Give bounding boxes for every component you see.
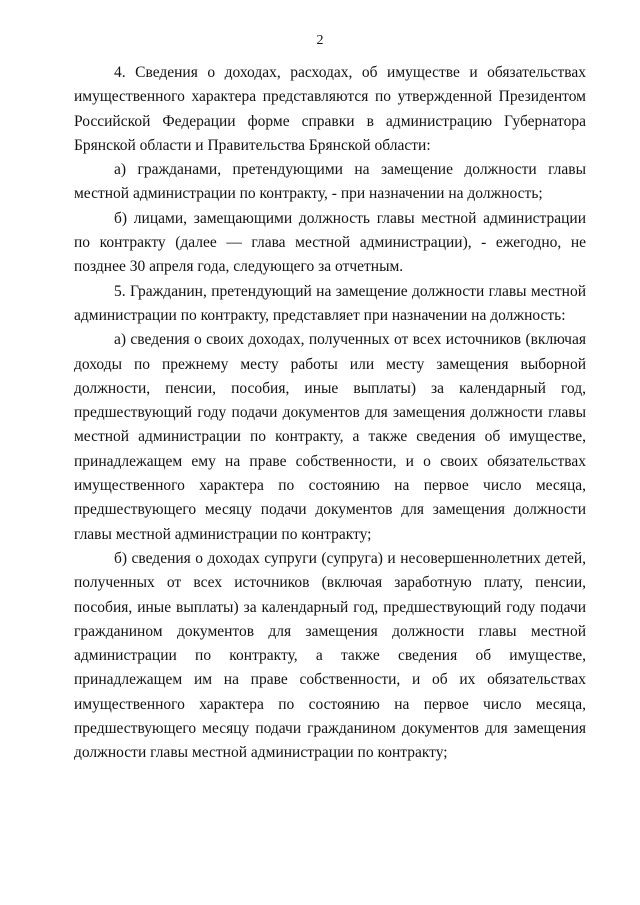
document-body [74,61,586,766]
page-number: 2 [316,33,324,48]
paragraph-4a: а) гражданами, претендующими на замещение должности главы местной администрации по контракту, - при назначении на должность; [74,161,586,203]
paragraph-5: 5. Гражданин, претендующий на замещение должности главы местной администрации по контракту, представляет при назначении на должность: [74,282,586,324]
paragraph-5a: а) сведения о своих доходах, полученных от всех источников (включая доходы по прежнему месту работы или месту замещения выборной должности, пенсии, пособия, иные выплаты) за календарный год, предшествующий году подачи документов для замещения должности главы местной администрации по контракту, а также сведения об имуществе, принадлежащем ему на праве собственности, и о своих обязательствах имущественного характера по состоянию на первое число месяца, предшествующего месяцу подачи документов для замещения должности главы местной администрации по контракту; [74,331,586,543]
paragraph-4: 4. Сведения о доходах, расходах, об имуществе и обязательствах имущественного характера представляются по утвержденной Президентом Российской Федерации форме справки в администрацию Губернатора Брянской области и Правительства Брянской области: [74,64,586,154]
paragraph-4b: б) лицами, замещающими должность главы местной администрации по контракту (далее — глава местной администрации), - ежегодно, не позднее 30 апреля года, следующего за отчетным. [74,209,586,276]
paragraph-5b: б) сведения о доходах супруги (супруга) и несовершеннолетних детей, полученных от всех источников (включая заработную плату, пенсии, пособия, иные выплаты) за календарный год, предшествующий году подачи гражданином документов для замещения должности главы местной администрации по контракту, а также сведения об имуществе, принадлежащем им на праве собственности, и об их обязательствах имущественного характера по состоянию на первое число месяца, предшествующего месяцу подачи гражданином документов для замещения должности главы местной администрации по контракту; [74,549,586,762]
